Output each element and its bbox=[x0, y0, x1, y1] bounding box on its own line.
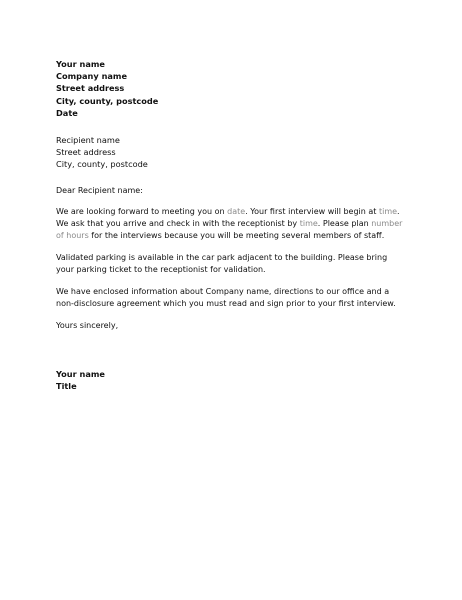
recipient-address-block bbox=[56, 134, 406, 171]
placeholder-hours: number of hours bbox=[56, 219, 403, 240]
recipient-city: City, county, postcode bbox=[56, 159, 148, 170]
sender-street: Street address bbox=[56, 83, 125, 94]
closing: Yours sincerely, bbox=[56, 321, 119, 330]
sender-name: Your name bbox=[56, 59, 105, 69]
recipient-name: Recipient name bbox=[56, 135, 120, 145]
paragraph-parking: Validated parking is available in the car park adjacent to the building. Please bring your parking ticket to the receptionist for validation. bbox=[56, 253, 388, 274]
paragraph1-text-2: . Your first interview will begin at bbox=[245, 207, 379, 216]
letter-date: Date bbox=[56, 107, 78, 118]
sender-company: Company name bbox=[56, 71, 128, 82]
placeholder-time: time bbox=[378, 207, 398, 216]
signature-title: Title bbox=[56, 381, 77, 392]
paragraph-interview-details bbox=[56, 206, 406, 242]
sender-city: City, county, postcode bbox=[56, 95, 159, 106]
paragraph1-text-1: We are looking forward to meeting you on bbox=[56, 207, 228, 216]
sender-address-block bbox=[56, 58, 406, 119]
recipient-street: Street address bbox=[56, 147, 116, 158]
signature-name: Your name bbox=[56, 369, 105, 379]
placeholder-date: date bbox=[227, 207, 246, 216]
paragraph1-text-4: . Please plan bbox=[317, 219, 372, 228]
paragraph1-text-3: . We ask that you arrive and check in with the receptionist by bbox=[56, 207, 400, 228]
placeholder-time-2: time bbox=[299, 219, 318, 228]
paragraph-enclosures: We have enclosed information about Company name, directions to our office and a non-disclosure agreement which you must read and sign prior to your first interview. bbox=[56, 287, 396, 308]
paragraph1-text-5: for the interviews because you will be meeting several members of staff. bbox=[88, 231, 385, 240]
salutation: Dear Recipient name: bbox=[56, 186, 143, 195]
signature-block bbox=[56, 368, 406, 392]
